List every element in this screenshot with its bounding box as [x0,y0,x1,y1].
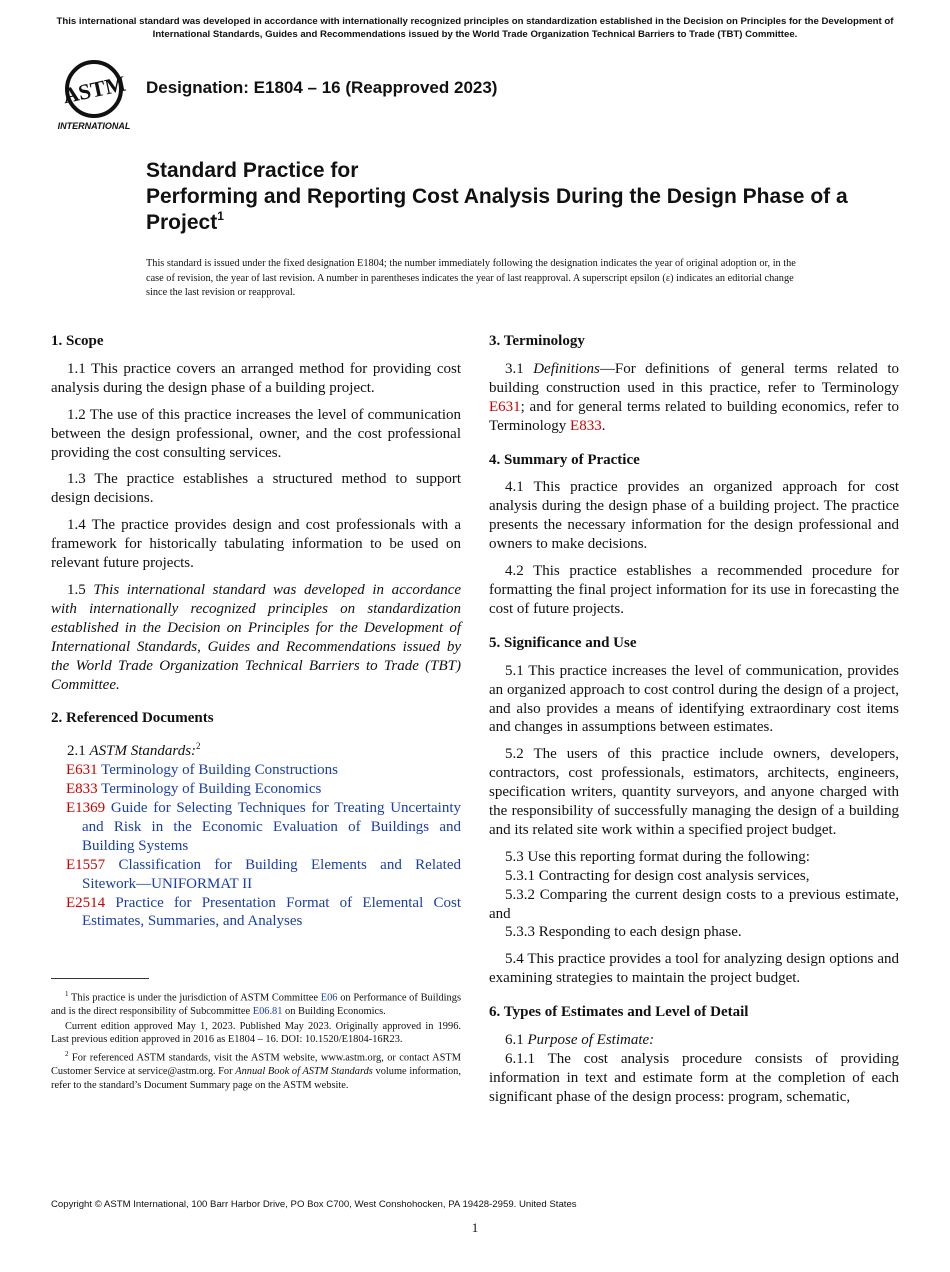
terminology-link-e833[interactable]: E833 [570,417,602,434]
right-column [489,332,899,1107]
paragraph-1-5-text: This international standard was developed in accordance with internationally recognized principles on standardization established in the Decision on Principles for the Development of International Standards, Guides and Recommendations issued by the World Trade Organization Technical Barriers to Trade (TBT) Committee. [51,581,462,693]
paragraph-6-1-text: Purpose of Estimate: [527,1032,655,1049]
paragraph-1-5 [51,581,461,694]
title-line-1: Standard Practice for [146,159,359,182]
title-main: Performing and Reporting Cost Analysis During the Design Phase of a Project [146,185,848,234]
issued-note: This standard is issued under the fixed designation E1804; the number immediately following the designation indicates the year of original adoption or, in the case of revision, the year of last revision. A number in parentheses indicates the year of last reapproval. A superscript epsilon (ε) indicates an editorial change since the last revision or reapproval. [146,258,796,298]
paragraph-3-1-text-a: —For definitions of general terms related to building construction used in this practice, refer to Terminology [489,360,899,396]
paragraph-3-1-text-b: ; and for general terms related to building economics, refer to Terminology [489,398,899,434]
paragraph-3-1-term: Definitions [533,360,600,377]
paragraph-5-3: 5.3 Use this reporting format during the following: [505,848,810,865]
paragraph-3-1 [489,360,899,436]
reference-item[interactable] [51,761,461,780]
reference-item[interactable] [51,799,461,856]
paragraph-1-5-number: 1.5 [67,581,94,598]
section-heading-terminology: 3. Terminology [489,333,585,349]
paragraph-6-1-number: 6.1 [505,1032,528,1049]
footnote-2 [51,1048,461,1092]
astm-logo [53,56,135,132]
committee-link[interactable]: E06 [320,992,338,1004]
reference-code[interactable]: E1557 [66,856,106,873]
paragraph-1-1: 1.1 This practice covers an arranged method for providing cost analysis during the design phase of a building project. [51,360,461,396]
subcommittee-link[interactable]: E06.81 [252,1006,283,1018]
paragraph-5-2: 5.2 The users of this practice include owners, developers, contractors, cost professionals, estimators, architects, engineers, specification writers, quantity surveyors, and anyone charged with the responsibility of successfully managing the design of a building and its related site work within a specified project budget. [489,746,899,838]
reference-title[interactable]: Practice for Presentation Format of Elemental Cost Estimates, Summaries, and Analyses [82,894,461,930]
paragraph-5-3-2: 5.3.2 Comparing the current design costs to a previous estimate, and [489,886,899,922]
title-block [146,158,866,236]
footnote-1-mark: 1 [65,990,69,998]
paragraph-2-1-number: 2.1 [67,743,90,760]
reference-code[interactable]: E1369 [66,800,106,817]
footnote-1-text-a: This practice is under the jurisdiction of ASTM Committee [68,992,321,1004]
page-number: 1 [471,1220,479,1235]
paragraph-1-3: 1.3 The practice establishes a structured method to support design decisions. [51,471,461,507]
footnote-2-text-a: For referenced ASTM standards, visit the ASTM website, www.astm.org, or contact ASTM Customer Service at service@astm.org. For [51,1052,461,1077]
reference-item[interactable] [51,894,461,932]
reference-code[interactable]: E2514 [66,894,106,911]
reference-code[interactable]: E631 [66,762,98,779]
section-heading-referenced-documents: 2. Referenced Documents [51,710,214,727]
footnote-2-italic: Annual Book of ASTM Standards [235,1065,373,1077]
footnote-divider [51,978,149,979]
footnote-2-mark: 2 [65,1049,69,1058]
footnote-ref-2: 2 [196,741,201,752]
footnotes [51,988,461,1093]
paragraph-4-2: 4.2 This practice establishes a recommended procedure for formatting the final project information for its use in forecasting the cost of future projects. [489,563,899,617]
paragraph-5-3-1: 5.3.1 Contracting for design cost analysis services, [505,867,810,884]
reference-code[interactable]: E833 [66,781,98,798]
copyright-notice: Copyright © ASTM International, 100 Barr Harbor Drive, PO Box C700, West Conshohocken, PA 19428-2959. United States [51,1199,577,1210]
designation: Designation: E1804 – 16 (Reapproved 2023) [146,78,498,97]
section-heading-estimates: 6. Types of Estimates and Level of Detail [489,1004,749,1021]
footnote-edition: Current edition approved May 1, 2023. Published May 2023. Originally approved in 1996. Last previous edition approved in 2016 as E1804 – 16. DOI: 10.1520/E1804-16R23. [51,1020,461,1046]
footnote-1 [51,988,461,1019]
paragraph-1-2: 1.2 The use of this practice increases the level of communication between the design professional, owner, and the cost professional providing the cost consulting services. [51,406,461,461]
footnote-1-text-c: on Building Economics. [282,1006,386,1018]
paragraph-3-1-text-c: . [601,417,606,434]
paragraph-2-1 [51,737,461,761]
paragraph-2-1-text: ASTM Standards: [89,743,197,760]
reference-title[interactable]: Terminology of Building Economics [101,781,322,798]
left-column [51,332,461,931]
top-notice: This international standard was developed in accordance with internationally recognized principles on standardization established in the Decision on Principles for the Development of International Standards, Guides and Recommendations issued by the World Trade Organization Technical Barriers to Trade (TBT) Committee. [56,16,894,40]
paragraph-3-1-number: 3.1 [505,360,534,377]
svg-text:ASTM: ASTM [60,70,128,109]
terminology-link-e631[interactable]: E631 [489,398,521,415]
reference-title[interactable]: Classification for Building Elements and Related Sitework—UNIFORMAT II [82,856,461,892]
paragraph-1-4: 1.4 The practice provides design and cost professionals with a framework for historically tabulating information to be used on relevant future projects. [51,517,461,572]
astm-logo-mark [53,56,135,132]
paragraph-6-1-1: 6.1.1 The cost analysis procedure consists of providing information in text and estimate form at the completion of each significant phase of the design process: program, schematic, [489,1051,899,1105]
paragraph-5-3-3: 5.3.3 Responding to each design phase. [505,924,742,941]
paragraph-4-1: 4.1 This practice provides an organized approach for cost analysis during the design phase of a building project. The practice presents the necessary information for the design professional and owners to make decisions. [489,479,899,553]
reference-item[interactable] [51,780,461,799]
reference-title[interactable]: Guide for Selecting Techniques for Treating Uncertainty and Risk in the Economic Evaluation of Buildings and Building Systems [82,800,462,854]
title-footnote-mark: 1 [217,209,224,223]
section-heading-significance: 5. Significance and Use [489,634,637,651]
section-heading-scope: 1. Scope [51,333,104,349]
footnote-2-text-b: volume information, refer to the standard’s Document Summary page on the ASTM website. [51,1065,461,1091]
svg-text:INTERNATIONAL: INTERNATIONAL [57,121,131,131]
paragraph-5-1: 5.1 This practice increases the level of communication, provides an organized approach to cost control during the design of a project, and also provides a means of identifying extraordinary cost items and changes in assumptions between estimates. [489,662,899,736]
footnote-1-text-b: on Performance of Buildings and is the direct responsibility of Subcommittee [51,992,461,1018]
reference-title[interactable]: Terminology of Building Constructions [101,762,339,779]
paragraph-5-4: 5.4 This practice provides a tool for analyzing design options and examining strategies to maintain the project budget. [489,951,899,987]
reference-item[interactable] [51,856,461,894]
section-heading-summary: 4. Summary of Practice [489,451,640,468]
title-line-2 [146,184,866,236]
paragraph-6-1 [489,1031,899,1050]
